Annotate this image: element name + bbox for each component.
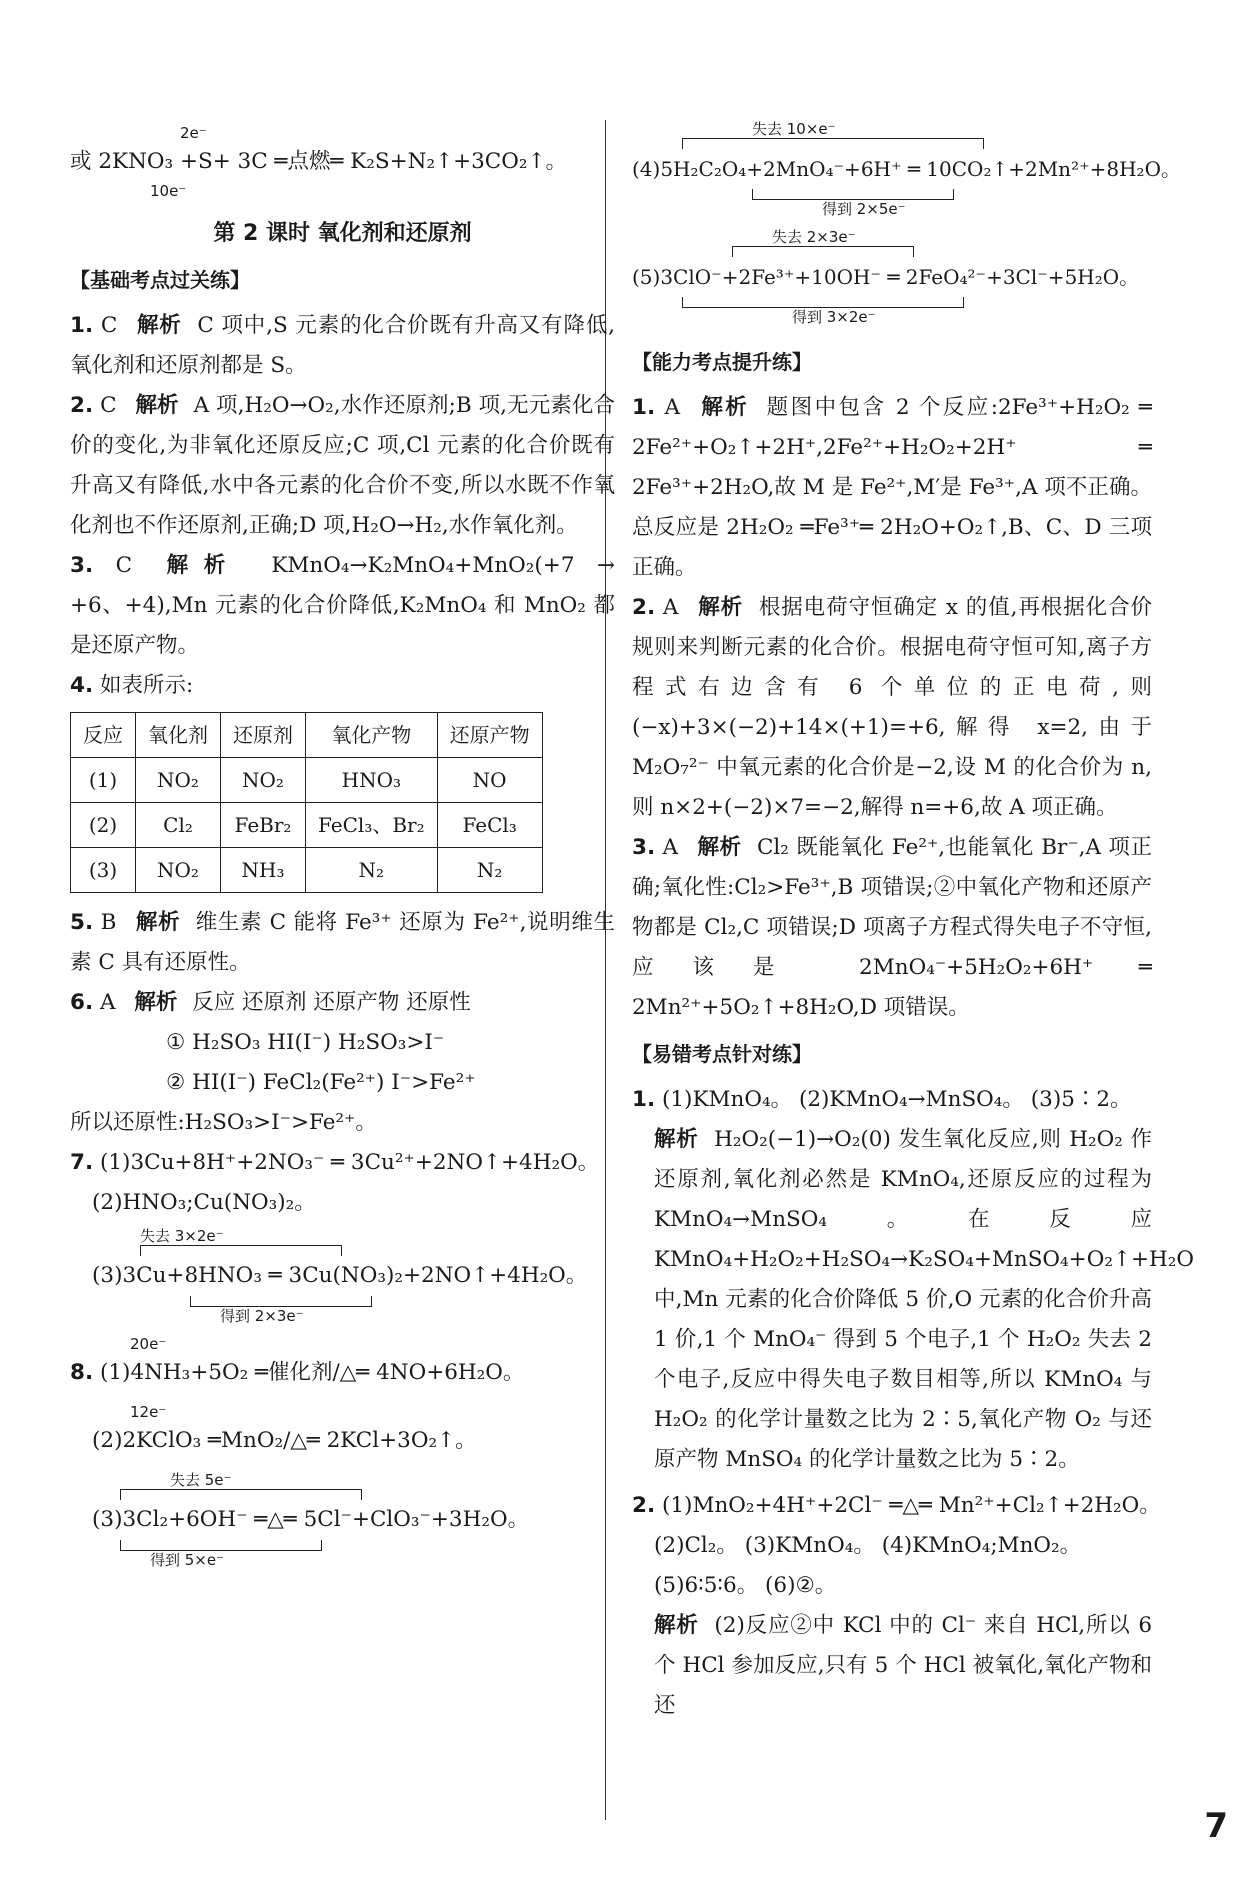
answer-choice: A <box>664 395 680 420</box>
equation-block <box>632 120 1181 218</box>
item-number: 4. <box>70 673 94 698</box>
analysis-label: 解析 <box>135 393 179 418</box>
equation: (3)3Cl₂+6OH⁻ ═△═ 5Cl⁻+ClO₃⁻+3H₂O。 <box>92 1507 530 1532</box>
item-number: 6. <box>70 990 94 1015</box>
table-header: 还原产物 <box>437 713 542 758</box>
left-column <box>70 120 615 1569</box>
table-cell: NO <box>437 758 542 803</box>
electron-bracket <box>732 246 914 257</box>
equation: (3)3Cu+8HNO₃ ═ 3Cu(NO₃)₂+2NO↑+4H₂O。 <box>92 1263 588 1288</box>
answer-item <box>632 1486 1161 1726</box>
answer-item <box>70 1335 615 1569</box>
reaction-table <box>70 712 543 893</box>
analysis-label: 解析 <box>654 1613 699 1638</box>
table-row <box>71 803 543 848</box>
equation: (5)3ClO⁻+2Fe³⁺+10OH⁻ ═ 2FeO₄²⁻+3Cl⁻+5H₂O。 <box>632 265 1140 289</box>
section-title-basic: 【基础考点过关练】 <box>70 268 250 292</box>
equation: 或 2KNO₃ +S+ 3C ═点燃═ K₂S+N₂↑+3CO₂↑。 <box>70 149 568 174</box>
analysis-label: 解析 <box>698 595 744 620</box>
item-number: 2. <box>70 393 94 418</box>
analysis-text: KMnO₄→K₂MnO₄+MnO₂(+7 → +6、+4),Mn 元素的化合价降低,K₂MnO₄ 和 MnO₂ 都是还原产物。 <box>70 553 615 658</box>
answer-item <box>632 388 1152 588</box>
electron-note: 得到 3×2e⁻ <box>792 308 876 326</box>
analysis-row: ② HI(I⁻) FeCl₂(Fe²⁺) I⁻>Fe²⁺ <box>166 1070 476 1095</box>
section-title-ability: 【能力考点提升练】 <box>632 350 812 374</box>
table-row <box>71 848 543 893</box>
item-text: 如表所示: <box>99 673 194 698</box>
page-number: 7 <box>1204 1806 1228 1846</box>
analysis-text: 根据电荷守恒确定 x 的值,再根据化合价规则来判断元素的化合价。根据电荷守恒可知,离子方程式右边含有 6 个单位的正电荷,则(−x)+3×(−2)+14×(+1)=+6,解得 x=2,由于 M₂O₇²⁻ 中氧元素的化合价是−2,设 M 的化合价为 n,则 n×2+(−2)×7=−2,解得 n=+6,故 A 项正确。 <box>632 595 1152 820</box>
answer-item <box>70 546 615 666</box>
item-number: 5. <box>70 910 94 935</box>
electron-note: 得到 2×5e⁻ <box>822 200 906 218</box>
item-number: 1. <box>632 395 656 420</box>
answer-item <box>70 1143 615 1325</box>
answer-text: (1)KMnO₄。 (2)KMnO₄→MnSO₄。 (3)5∶2。 <box>661 1087 1132 1112</box>
analysis-text: C 项中,S 元素的化合价既有升高又有降低,氧化剂和还原剂都是 S。 <box>70 313 615 378</box>
equation: (1)4NH₃+5O₂ ═催化剂/△═ 4NO+6H₂O。 <box>99 1360 525 1385</box>
electron-note: 得到 2×3e⁻ <box>220 1307 304 1325</box>
table-cell: HNO₃ <box>306 758 438 803</box>
analysis-label: 解析 <box>134 990 178 1015</box>
section-title-error: 【易错考点针对练】 <box>632 1042 812 1066</box>
table-header: 反应 <box>71 713 136 758</box>
analysis-text: Cl₂ 既能氧化 Fe²⁺,也能氧化 Br⁻,A 项正确;氧化性:Cl₂>Fe³⁺,B 项错误;②中氧化产物和还原产物都是 Cl₂,C 项错误;D 项离子方程式得失电子不守恒,应该是 2MnO₄⁻+5H₂O₂+6H⁺ ═ 2Mn²⁺+5O₂↑+8H₂O,D 项错误。 <box>632 835 1152 1020</box>
item-number: 1. <box>632 1087 656 1112</box>
top-equation-block <box>70 124 615 200</box>
item-number: 2. <box>632 1493 656 1518</box>
answer-item <box>70 903 615 983</box>
answer-item <box>632 588 1152 828</box>
analysis-label: 解析 <box>701 395 750 420</box>
answer-choice: C <box>115 553 133 578</box>
table-header-row <box>71 713 543 758</box>
analysis-text: A 项,H₂O→O₂,水作还原剂;B 项,无元素化合价的变化,为非氧化还原反应;C 项,Cl 元素的化合价既有升高又有降低,水中各元素的化合价不变,所以水既不作氧化剂也不作还原剂,正确;D 项,H₂O→H₂,水作氧化剂。 <box>70 393 615 538</box>
analysis-text: 维生素 C 能将 Fe³⁺ 还原为 Fe²⁺,说明维生素 C 具有还原性。 <box>70 910 615 975</box>
equation: (1)3Cu+8H⁺+2NO₃⁻ ═ 3Cu²⁺+2NO↑+4H₂O。 <box>99 1150 600 1175</box>
electron-note: 失去 10×e⁻ <box>752 120 836 138</box>
table-cell: (1) <box>71 758 136 803</box>
analysis-label: 解析 <box>654 1127 699 1152</box>
analysis-label: 解析 <box>166 553 241 578</box>
electron-bracket <box>190 1296 372 1307</box>
answer-choice: A <box>99 990 116 1015</box>
answer-choice: B <box>100 910 117 935</box>
table-cell: NH₃ <box>221 848 306 893</box>
equation: (1)MnO₂+4H⁺+2Cl⁻ ═△═ Mn²⁺+Cl₂↑+2H₂O。 <box>661 1493 1161 1518</box>
item-number: 8. <box>70 1360 94 1385</box>
item-number: 1. <box>70 313 94 338</box>
electron-bracket <box>682 297 964 308</box>
table-cell: (2) <box>71 803 136 848</box>
item-number: 3. <box>70 553 94 578</box>
table-header: 还原剂 <box>221 713 306 758</box>
answer-text: (2)Cl₂。 (3)KMnO₄。 (4)KMnO₄;MnO₂。 <box>654 1533 1082 1558</box>
answer-item <box>632 828 1152 1028</box>
electron-note: 2e⁻ <box>180 124 207 142</box>
answer-item <box>70 306 615 386</box>
equation: (2)2KClO₃ ═MnO₂/△═ 2KCl+3O₂↑。 <box>92 1428 477 1453</box>
electron-bracket <box>120 1489 362 1500</box>
analysis-text: H₂O₂(−1)→O₂(0) 发生氧化反应,则 H₂O₂ 作还原剂,氧化剂必然是 KMnO₄,还原反应的过程为 KMnO₄→MnSO₄。在反应 KMnO₄+H₂O₂+H₂SO₄→K₂SO₄+MnSO₄+O₂↑+H₂O 中,Mn 元素的化合价降低 5 价,O 元素的化合价升高 1 价,1 个 MnO₄⁻ 得到 5 个电子,1 个 H₂O₂ 失去 2 个电子,反应中得失电子数目相等,所以 KMnO₄ 与 H₂O₂ 的化学计量数之比为 2∶5,氧化产物 O₂ 与还原产物 MnSO₄ 的化学计量数之比为 5∶2。 <box>654 1127 1194 1472</box>
answer-choice: A <box>662 835 679 860</box>
item-number: 3. <box>632 835 656 860</box>
equation: (4)5H₂C₂O₄+2MnO₄⁻+6H⁺ ═ 10CO₂↑+2Mn²⁺+8H₂O。 <box>632 157 1181 181</box>
electron-bracket <box>140 1245 342 1256</box>
table-cell: N₂ <box>306 848 438 893</box>
table-cell: FeCl₃ <box>437 803 542 848</box>
answer-item <box>70 666 615 706</box>
table-cell: FeCl₃、Br₂ <box>306 803 438 848</box>
table-cell: NO₂ <box>136 758 221 803</box>
answer-choice: C <box>100 313 118 338</box>
analysis-conclusion: 所以还原性:H₂SO₃>I⁻>Fe²⁺。 <box>70 1110 377 1135</box>
electron-note: 失去 5e⁻ <box>170 1471 232 1489</box>
equation-block <box>632 228 1152 326</box>
right-column <box>632 120 1194 1726</box>
table-cell: Cl₂ <box>136 803 221 848</box>
electron-note: 得到 5×e⁻ <box>150 1551 225 1569</box>
electron-note: 失去 3×2e⁻ <box>140 1227 224 1245</box>
analysis-label: 解析 <box>136 313 182 338</box>
answer-item <box>70 983 615 1143</box>
electron-bracket <box>752 189 954 200</box>
table-cell: NO₂ <box>221 758 306 803</box>
item-number: 7. <box>70 1150 94 1175</box>
table-cell: N₂ <box>437 848 542 893</box>
answer-text: (2)HNO₃;Cu(NO₃)₂。 <box>92 1190 316 1215</box>
table-row <box>71 758 543 803</box>
electron-bracket <box>682 138 984 149</box>
table-header: 氧化产物 <box>306 713 438 758</box>
item-number: 2. <box>632 595 656 620</box>
answer-text: (5)6∶5∶6。 (6)②。 <box>654 1573 837 1598</box>
table-cell: (3) <box>71 848 136 893</box>
analysis-label: 解析 <box>697 835 742 860</box>
answer-choice: C <box>100 393 117 418</box>
analysis-text: 反应 还原剂 还原产物 还原性 <box>192 990 471 1015</box>
electron-note: 12e⁻ <box>130 1403 167 1421</box>
electron-note: 20e⁻ <box>130 1335 167 1353</box>
analysis-text: 题图中包含 2 个反应:2Fe³⁺+H₂O₂ ═ 2Fe²⁺+O₂↑+2H⁺,2Fe²⁺+H₂O₂+2H⁺ ═ 2Fe³⁺+2H₂O,故 M 是 Fe²⁺,M′是 Fe³⁺,A 项不正确。总反应是 2H₂O₂ ═Fe³⁺═ 2H₂O+O₂↑,B、C、D 三项正确。 <box>632 395 1152 580</box>
electron-bracket <box>120 1540 322 1551</box>
analysis-text: (2)反应②中 KCl 中的 Cl⁻ 来自 HCl,所以 6 个 HCl 参加反应,只有 5 个 HCl 被氧化,氧化产物和还 <box>654 1613 1152 1718</box>
lesson-heading: 第 2 课时 氧化剂和还原剂 <box>213 221 472 246</box>
table-cell: FeBr₂ <box>221 803 306 848</box>
table-cell: NO₂ <box>136 848 221 893</box>
answer-item <box>70 386 615 546</box>
electron-note: 10e⁻ <box>150 182 187 200</box>
analysis-label: 解析 <box>135 910 181 935</box>
analysis-row: ① H₂SO₃ HI(I⁻) H₂SO₃>I⁻ <box>166 1030 445 1055</box>
answer-choice: A <box>662 595 679 620</box>
answer-item <box>632 1080 1194 1480</box>
electron-note: 失去 2×3e⁻ <box>772 228 856 246</box>
table-header: 氧化剂 <box>136 713 221 758</box>
